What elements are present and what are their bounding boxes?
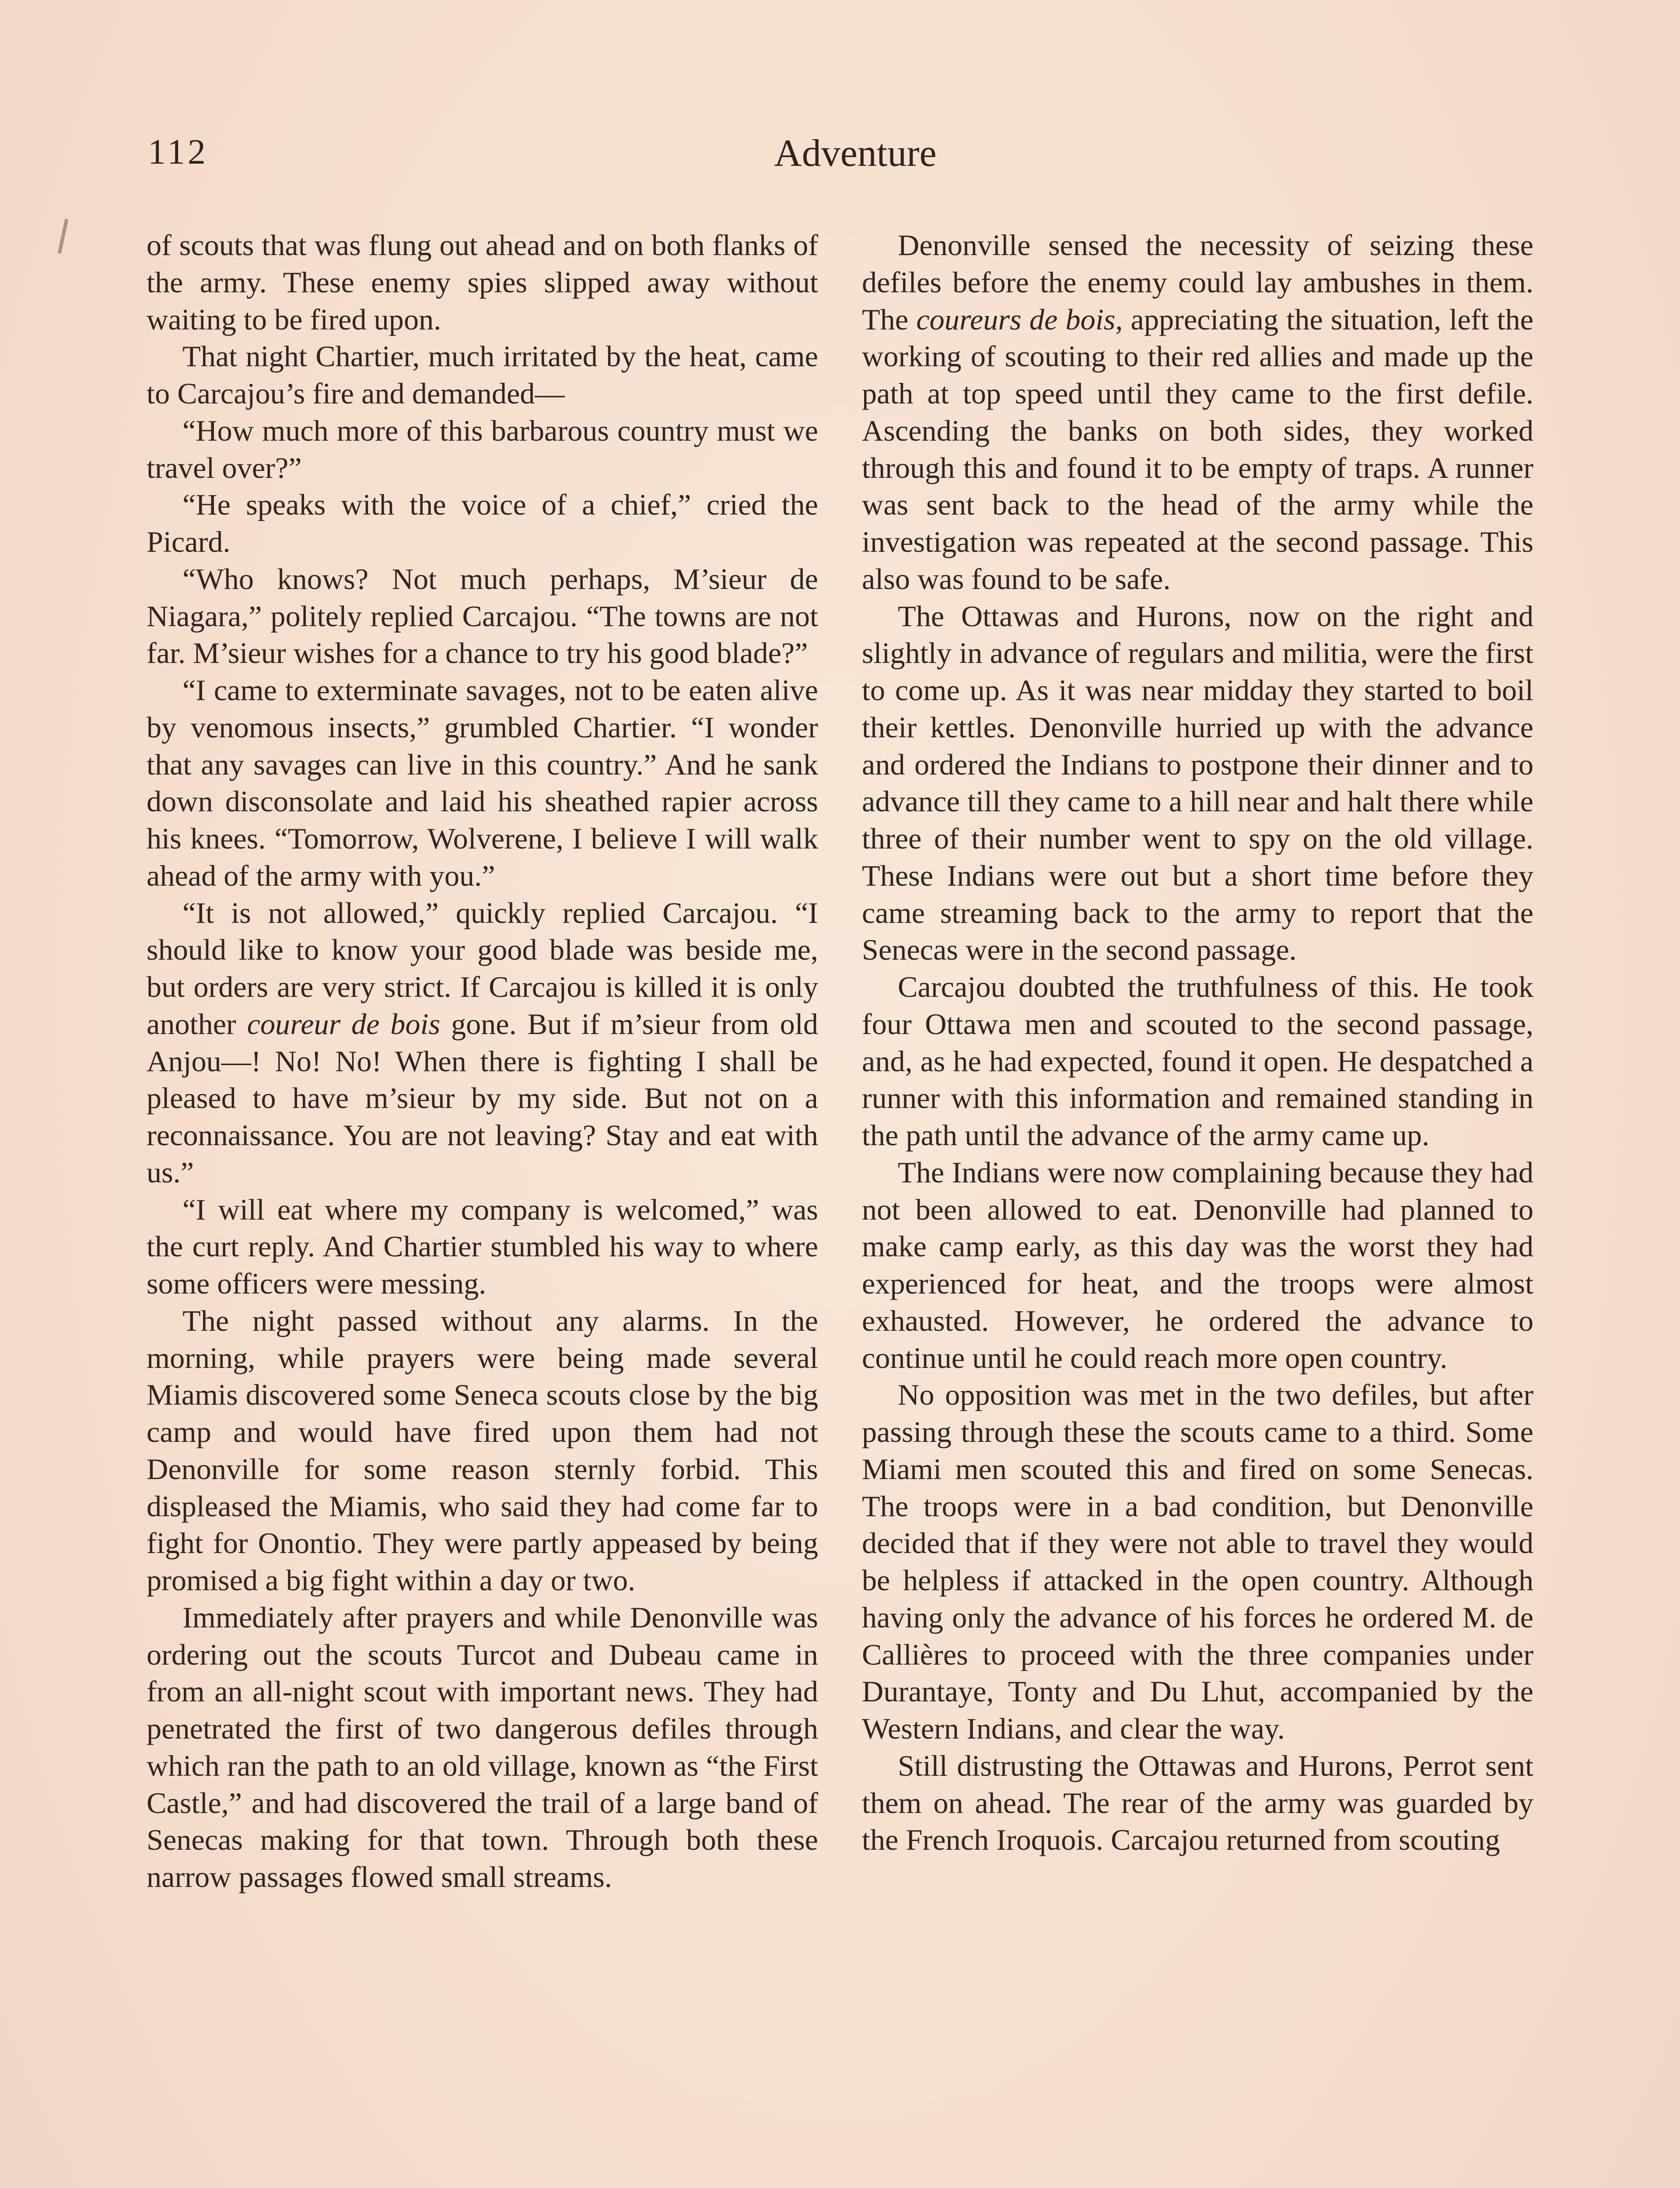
paragraph: of scouts that was flung out ahead and on both flanks of the army. These enemy spies slipped away without waiting to be fired upon. [147, 228, 818, 336]
right-column [862, 227, 1533, 1858]
paragraph: The night passed without any alarms. In the morning, while prayers were being made several Miamis discovered some Seneca scouts close by the big camp and would have fired upon them had not Denonville for some reason sternly forbid. This displeased the Miamis, who said they had come far to fight for Onontio. They were partly appeased by being promised a big fight within a day or two. [147, 1304, 818, 1597]
paragraph: “I came to exterminate savages, not to be eaten alive by venomous insects,” grumbled Chartier. “I wonder that any savages can live in this country.” And he sank down disconsolate and laid his sheathed rapier across his knees. “Tomorrow, Wolverene, I believe I will walk ahead of the army with you.” [147, 673, 818, 892]
paragraph [862, 227, 1533, 598]
paragraph: That night Chartier, much irritated by the heat, came to Carcajou’s fire and demanded— [147, 340, 818, 410]
text-span: gone. But if m’sieur from old Anjou—! No! No! When there is fighting I shall be pleased to have m’sieur by my side. But not on a reconnaissance. You are not leaving? Stay and eat with us.” [147, 1007, 819, 1189]
margin-pencil-mark [58, 219, 68, 254]
page-header [148, 131, 1545, 184]
paragraph: The Indians were now complaining because they had not been allowed to eat. Denonville had planned to make camp early, as this day was the worst they had experienced for heat, and the troops were almost exhausted. However, he ordered the advance to continue until he could reach more open country. [862, 1155, 1533, 1375]
page-number: 112 [148, 132, 208, 172]
paragraph: “He speaks with the voice of a chief,” cried the Picard. [147, 488, 818, 558]
italic-phrase: coureurs de bois, [916, 302, 1123, 336]
text-span: “It is not allowed,” quickly replied Carcajou. “I should like to know your good blade was beside me, but orders are very strict. If Carcajou is killed it is only another [147, 896, 818, 1041]
paragraph [147, 894, 818, 1191]
paragraph: “I will eat where my company is welcomed,” was the curt reply. And Chartier stumbled his way to where some officers were messing. [147, 1192, 818, 1300]
paragraph: Still distrusting the Ottawas and Hurons, Perrot sent them on ahead. The rear of the army was guarded by the French Iroquois. Carcajou returned from scouting [862, 1749, 1533, 1857]
paragraph: The Ottawas and Hurons, now on the right and slightly in advance of regulars and militia, were the first to come up. As it was near midday they started to boil their kettles. Denonville hurried up with the advance and ordered the Indians to postpone their dinner and to advance till they came to a hill near and halt there while three of their number went to spy on the old village. These Indians were out but a short time before they came streaming back to the army to report that the Senecas were in the second passage. [862, 599, 1533, 967]
running-title: Adventure [774, 132, 937, 175]
paragraph: “How much more of this barbarous country must we travel over?” [147, 414, 818, 484]
italic-phrase: coureur de bois [247, 1007, 441, 1041]
paragraph: “Who knows? Not much perhaps, M’sieur de Niagara,” politely replied Carcajou. “The towns are not far. M’sieur wishes for a chance to try his good blade?” [147, 562, 818, 670]
paragraph: Immediately after prayers and while Denonville was ordering out the scouts Turcot and Dubeau came in from an all-night scout with important news. They had penetrated the first of two dangerous defiles through which ran the path to an old village, known as “the First Castle,” and had discovered the trail of a large band of Senecas making for that town. Through both these narrow passages flowed small streams. [147, 1600, 818, 1893]
paragraph: Carcajou doubted the truthfulness of this. He took four Ottawa men and scouted to the second passage, and, as he had expected, found it open. He despatched a runner with this information and remained standing in the path until the advance of the army came up. [862, 970, 1533, 1152]
left-column [147, 227, 818, 1896]
text-span: Denonville sensed the necessity of seizing these defiles before the enemy could lay ambushes in them. The [862, 228, 1533, 336]
text-span: appreciating the situation, left the working of scouting to their red allies and made up the path at top speed until they came to the first defile. Ascending the banks on both sides, they worked through this and found it to be empty of traps. A runner was sent back to the head of the army while the investigation was repeated at the second passage. This also was found to be safe. [862, 302, 1533, 596]
paragraph: No opposition was met in the two defiles, but after passing through these the scouts came to a third. Some Miami men scouted this and fired on some Senecas. The troops were in a bad condition, but Denonville decided that if they were not able to travel they would be helpless if attacked in the open country. Although having only the advance of his forces he ordered M. de Callières to proceed with the three companies under Durantaye, Tonty and Du Lhut, accompanied by the Western Indians, and clear the way. [862, 1378, 1533, 1745]
